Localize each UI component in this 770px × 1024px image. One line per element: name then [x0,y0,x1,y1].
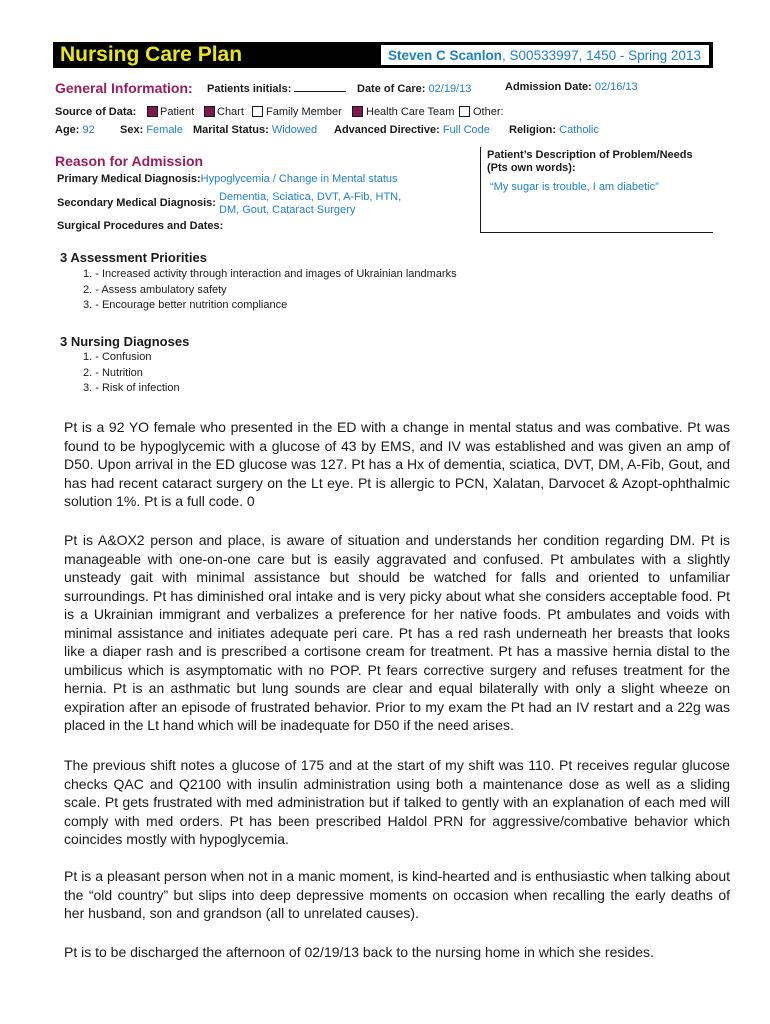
secondary-diagnosis-line-1: Dementia, Sciatica, DVT, A-Fib, HTN, [219,191,402,203]
narrative-paragraph: The previous shift notes a glucose of 175 and at the start of my shift was 110. Pt receives regular glucose checks QAC and Q2100 with insulin administration using both a maintenance dose as well as a sliding scale. Pt gets frustrated with med administration but if talked to gently with an explanation of each med will comply with med orders. Pt has been prescribed Haldol PRN for aggressive/combative behavior which coincides mostly with hypoglycemia. [64,757,730,847]
sex-label: Sex: [120,124,144,136]
assessment-item: 2. - Assess ambulatory safety [83,284,227,296]
advanced-directive-label: Advanced Directive: [334,124,440,136]
student-id-term: , S00533997, 1450 - Spring 2013 [502,48,701,63]
age-label: Age: [55,124,80,136]
date-of-care-field [357,83,471,95]
secondary-diagnosis-label: Secondary Medical Diagnosis: [57,197,216,209]
narrative-paragraph: Pt is to be discharged the afternoon of 02/19/13 back to the nursing home in which she resides. [64,944,654,960]
admission-date-field [505,81,638,93]
patients-initials-field [207,83,346,95]
diagnosis-item: 3. - Risk of infection [83,382,180,394]
patient-description-label [487,149,693,175]
religion-value: Catholic [559,124,599,136]
source-health-care-team-label: Health Care Team [366,106,455,118]
primary-diagnosis-label: Primary Medical Diagnosis: [57,173,201,185]
assessment-item: 3. - Encourage better nutrition compliance [83,299,288,311]
patient-description-quote: “My sugar is trouble, I am diabetic” [490,181,659,193]
source-of-data-label: Source of Data: [55,106,137,118]
sex-value: Female [146,124,183,136]
surgical-procedures-label: Surgical Procedures and Dates: [57,220,224,232]
patient-description-label-line-1: Patient’s Description of Problem/Needs [487,149,693,161]
narrative-paragraph: Pt is a pleasant person when not in a manic moment, is kind-hearted and is enthusiastic when talking about the “old country” but slips into deep depressive moments on occasion when recalling the early deaths of her husband, son and grandson (all to unrelated causes). [64,868,730,921]
diagnosis-item: 1. - Confusion [83,351,152,363]
admission-date-label: Admission Date: [505,81,592,93]
patients-initials-label: Patients initials: [207,83,292,95]
primary-diagnosis-field [57,173,398,185]
advanced-directive-value: Full Code [442,124,490,136]
source-patient-checkbox[interactable] [147,106,158,117]
source-family-member-checkbox[interactable] [252,106,263,117]
diagnosis-item: 2. - Nutrition [83,367,143,379]
date-of-care-value: 02/19/13 [428,83,472,95]
age-field [55,124,95,136]
secondary-diagnosis-line-2: DM, Gout, Cataract Surgery [219,204,356,216]
narrative-paragraph: Pt is a 92 YO female who presented in the ED with a change in mental status and was combative. Pt was found to be hypoglycemic with a glucose of 43 by EMS, and IV was established and was given an amp of D50. Upon arrival in the ED glucose was 127. Pt has a Hx of dementia, sciatica, DVT, DM, A-Fib, Gout, and has had recent cataract surgery on the Lt eye. Pt is allergic to PCN, Xalatan, Darvocet & Azopt-ophthalmic solution 1%. Pt is a full code. 0 [64,419,730,509]
sex-field [120,124,183,136]
student-info [388,47,701,65]
primary-diagnosis-value: Hypoglycemia / Change in Mental status [200,173,398,185]
reason-for-admission-heading: Reason for Admission [55,153,204,169]
student-name: Steven C Scanlon [388,48,503,63]
source-other-checkbox[interactable] [459,106,470,117]
assessment-priorities-heading: 3 Assessment Priorities [60,250,207,265]
date-of-care-label: Date of Care: [357,83,426,95]
source-family-member-label: Family Member [266,106,342,118]
source-chart-label: Chart [217,106,244,118]
nursing-diagnoses-heading: 3 Nursing Diagnoses [60,334,190,349]
admission-date-value: 02/16/13 [594,81,638,93]
marital-status-label: Marital Status: [193,124,269,136]
patients-initials-line[interactable] [294,83,346,92]
marital-status-value: Widowed [271,124,318,136]
religion-field [509,124,599,136]
source-patient-label: Patient [160,106,195,118]
source-other-label: Other: [473,106,504,118]
page-title: Nursing Care Plan [60,43,243,66]
assessment-item: 1. - Increased activity through interaction and images of Ukrainian landmarks [83,268,457,280]
secondary-diagnosis-value [219,191,401,217]
general-information-heading: General Information: [55,80,193,96]
advanced-directive-field [334,124,490,136]
source-chart-checkbox[interactable] [204,106,215,117]
marital-status-field [193,124,317,136]
narrative-paragraph: Pt is A&OX2 person and place, is aware of situation and understands her condition regarding DM. Pt is manageable with one-on-one care but is easily aggravated and confused. Pt ambulates with a slightly unsteady gait with minimal assistance but should be watched for falls and oriented to unfamiliar surroundings. Pt has diminished oral intake and is very picky about what she considers acceptable food. Pt is a Ukrainian immigrant and verbalizes a preference for her native foods. Pt ambulates and voids with minimal assistance and initiates adequate peri care. Pt has a red rash underneath her breasts that looks like a diaper rash and is prescribed a cortisone cream for treatment. Pt has a massive hernia distal to the umbilicus which is asymptomatic with no POP. Pt fears corrective surgery and refuses treatment for the hernia. Pt is an asthmatic but lung sounds are clear and equal bilaterally with only a slight wheeze on expiration after an episode of frustrated behavior. Prior to my exam the Pt had an IV restart and a 22g was placed in the Lt hand which will be inadequate for D50 if the need arises. [64,532,730,733]
religion-label: Religion: [509,124,557,136]
source-health-care-team-checkbox[interactable] [352,106,363,117]
patient-description-label-line-2: (Pts own words): [487,162,576,174]
age-value: 92 [82,124,95,136]
